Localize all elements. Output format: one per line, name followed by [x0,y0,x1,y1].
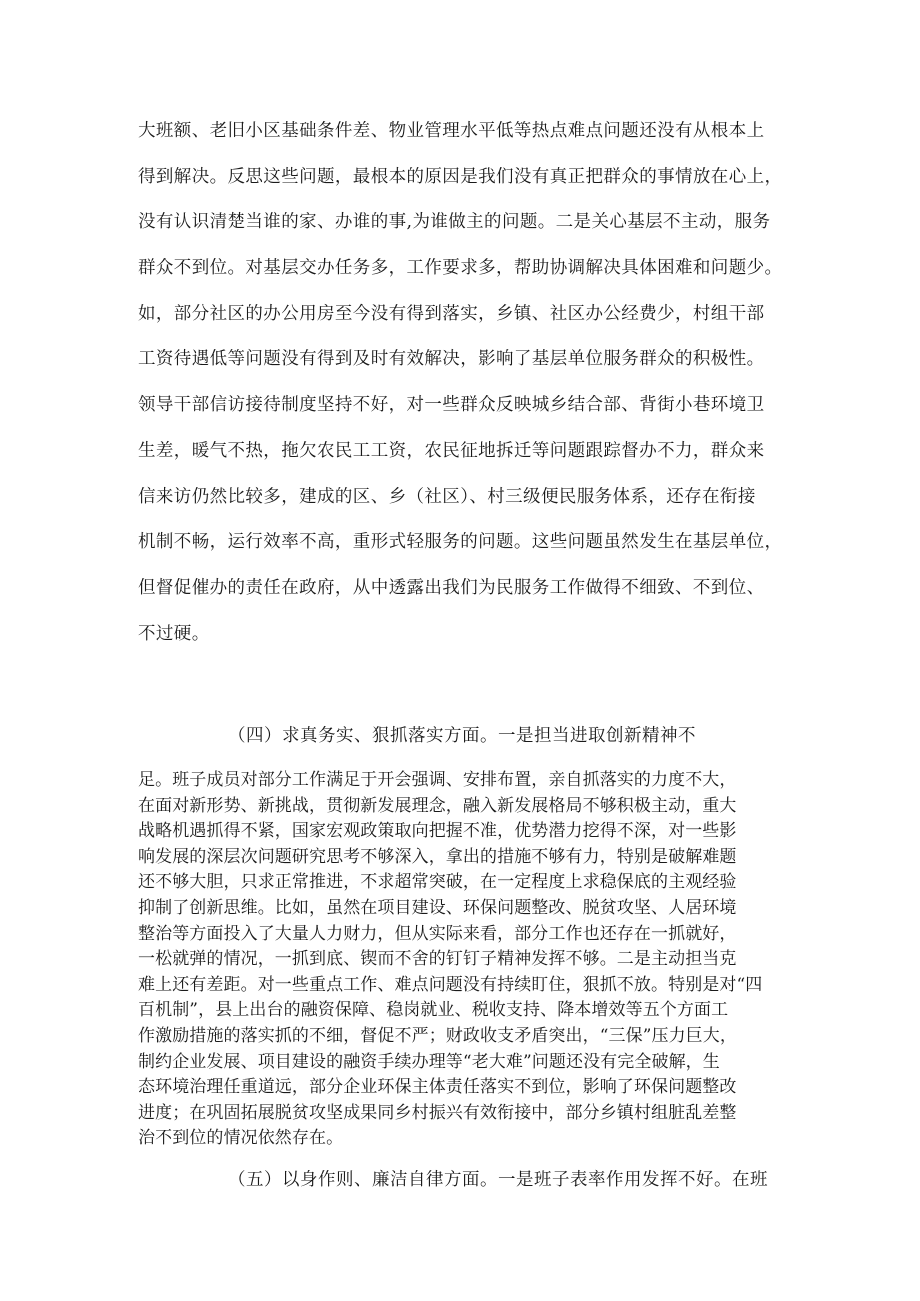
paragraph-implementation-issues [138,768,802,1152]
text-line: 如，部分社区的办公用房至今没有得到落实，乡镇、社区办公经费少，村组干部 [138,303,765,324]
text-line: 态环境治理任重道远，部分企业环保主体责任落实不到位，影响了环保问题整改 [138,1077,737,1098]
section-heading-5: （五）以身作则、廉洁自律方面。一是班子表率作用发挥不好。在班 [228,1170,768,1190]
text-line: 抑制了创新思维。比如，虽然在项目建设、环保问题整改、脱贫攻坚、人居环境 [138,897,737,918]
text-line: 响发展的深层次问题研究思考不够深入，拿出的措施不够有力，特别是破解难题 [138,846,737,867]
text-line: 整治等方面投入了大量人力财力，但从实际来看，部分工作也还存在一抓就好， [138,923,737,944]
text-line: 一松就弹的情况，一抓到底、锲而不舍的钉钉子精神发挥不够。二是主动担当克 [138,949,737,970]
text-line: 领导干部信访接待制度坚持不好，对一些群众反映城乡结合部、背街小巷环境卫 [138,395,765,416]
text-line: 在面对新形势、新挑战，贯彻新发展理念，融入新发展格局不够积极主动，重大 [138,795,737,816]
text-line: 还不够大胆，只求正常推进，不求超常突破，在一定程度上求稳保底的主观经验 [138,872,737,893]
text-line: 但督促催办的责任在政府，从中透露出我们为民服务工作做得不细致、不到位、 [138,577,765,598]
text-line: 作激励措施的落实抓的不细，督促不严；财政收支矛盾突出，“三保”压力巨大， [138,1025,737,1046]
text-line: 工资待遇低等问题没有得到及时有效解决，影响了基层单位服务群众的积极性。 [138,349,765,370]
text-line: 制约企业发展、项目建设的融资手续办理等“老大难”问题还没有完全破解，生 [138,1051,720,1072]
text-line: 机制不畅，运行效率不高，重形式轻服务的问题。这些问题虽然发生在基层单位， [138,532,783,553]
text-line: 大班额、老旧小区基础条件差、物业管理水平低等热点难点问题还没有从根本上 [138,121,765,141]
text-line: 生差，暖气不热，拖欠农民工工资，农民征地拆迁等问题跟踪督办不力，群众来 [138,440,765,461]
text-line: 治不到位的情况依然存在。 [138,1128,344,1149]
text-line: 群众不到位。对基层交办任务多，工作要求多，帮助协调解决具体困难和问题少。 [138,258,783,279]
text-line: 不过硬。 [138,623,210,644]
text-line: 得到解决。反思这些问题，最根本的原因是我们没有真正把群众的事情放在心上， [138,166,783,187]
text-line: 足。班子成员对部分工作满足于开会强调、安排布置，亲自抓落实的力度不大， [138,770,737,790]
section-heading-4: （四）求真务实、狠抓落实方面。一是担当进取创新精神不 [228,726,696,746]
text-line: 信来访仍然比较多，建成的区、乡（社区）、村三级便民服务体系，还存在衔接 [138,486,756,507]
text-line: 没有认识清楚当谁的家、办谁的事,为谁做主的问题。二是关心基层不主动，服务 [138,212,771,233]
paragraph-service-issues [138,117,802,665]
text-line: 进度；在巩固拓展脱贫攻坚成果同乡村振兴有效衔接中，部分乡镇村组脏乱差整 [138,1102,737,1123]
text-line: 百机制”，县上出台的融资保障、稳岗就业、税收支持、降本增效等五个方面工 [138,1000,729,1021]
text-line: 难上还有差距。对一些重点工作、难点问题没有持续盯住，狠抓不放。特别是对“四 [138,974,763,995]
text-line: 战略机遇抓得不紧，国家宏观政策取向把握不准，优势潜力挖得不深，对一些影 [138,821,737,842]
